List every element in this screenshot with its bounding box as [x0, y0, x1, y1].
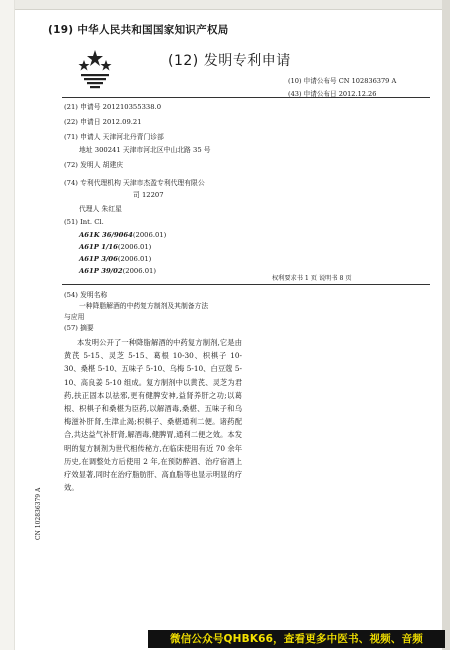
publication-number: (10) 申请公布号 CN 102836379 A [288, 77, 397, 85]
int-cl-entry: A61P 39/02(2006.01) [79, 267, 157, 275]
patent-office-name: (19) 中华人民共和国国家知识产权局 [48, 24, 229, 36]
viewer-left-margin [0, 0, 15, 650]
section-divider [62, 284, 430, 285]
abstract-text: 本发明公开了一种降脂解酒的中药复方制剂,它是由黄芪 5-15、灵芝 5-15、葛根 10-30、枳椇子 10-30、桑椹 5-10、五味子 5-10、乌梅 5-10、白豆蔻 5-10、高良姜 5-10 组成。复方制剂中以黄芪、灵芝为君药,扶正固本以祛邪,更有健脾安神,益肾养肝之功;以葛根、枳椇子和桑椹为臣药,以解酒毒,桑椹、五味子和乌梅滋补肝肾,生津止渴;枳椇子、桑椹通利二便。诸药配合,共达益气补肝肾,解酒毒,健脾胃,通利二便之效。本发明的复方制剂为世代相传秘方,在临床使用有近 70 余年历史,在调整处方后使用 2 年,在预防醉酒、治疗宿酒上疗效显著,同时在治疗脂肪肝、高血脂等也显示明显的疗效。 [64, 338, 242, 493]
int-cl-entry: A61P 1/16(2006.01) [79, 243, 152, 251]
wechat-banner: 微信公众号QHBK66，查看更多中医书、视频、音频 [148, 630, 445, 648]
abstract-label: (57) 摘要 [64, 324, 94, 332]
patent-agent: 代理人 朱红星 [79, 205, 122, 213]
patent-agency: (74) 专利代理机构 天津市杰盈专利代理有限公 [64, 179, 205, 187]
invention-title: 一种降脂解酒的中药复方制剂及其制备方法 [79, 302, 209, 310]
inventor: (72) 发明人 胡建庆 [64, 161, 124, 169]
patent-agency-code: 司 12207 [133, 191, 164, 199]
viewer-scrollbar[interactable] [442, 0, 450, 650]
filing-date: (22) 申请日 2012.09.21 [64, 118, 142, 126]
patent-office-logo-icon [75, 48, 115, 92]
viewer-top-bar [0, 0, 450, 10]
application-number: (21) 申请号 201210355338.0 [64, 103, 162, 111]
header-divider [62, 97, 430, 98]
invention-title-continued: 与应用 [64, 313, 85, 321]
int-cl-label: (51) Int. Cl. [64, 218, 104, 226]
document-type: (12) 发明专利申请 [168, 53, 291, 69]
publication-date: (43) 申请公布日 2012.12.26 [288, 90, 377, 98]
invention-title-label: (54) 发明名称 [64, 291, 108, 299]
applicant-address: 地址 300241 天津市河北区中山北路 35 号 [79, 146, 211, 154]
int-cl-entry: A61K 36/9064(2006.01) [79, 231, 167, 239]
int-cl-entry: A61P 3/06(2006.01) [79, 255, 152, 263]
side-publication-number: CN 102836379 A [35, 487, 42, 540]
page-count-summary: 权利要求书 1 页 说明书 8 页 [272, 275, 352, 282]
applicant: (71) 申请人 天津河北丹青门诊部 [64, 133, 164, 141]
